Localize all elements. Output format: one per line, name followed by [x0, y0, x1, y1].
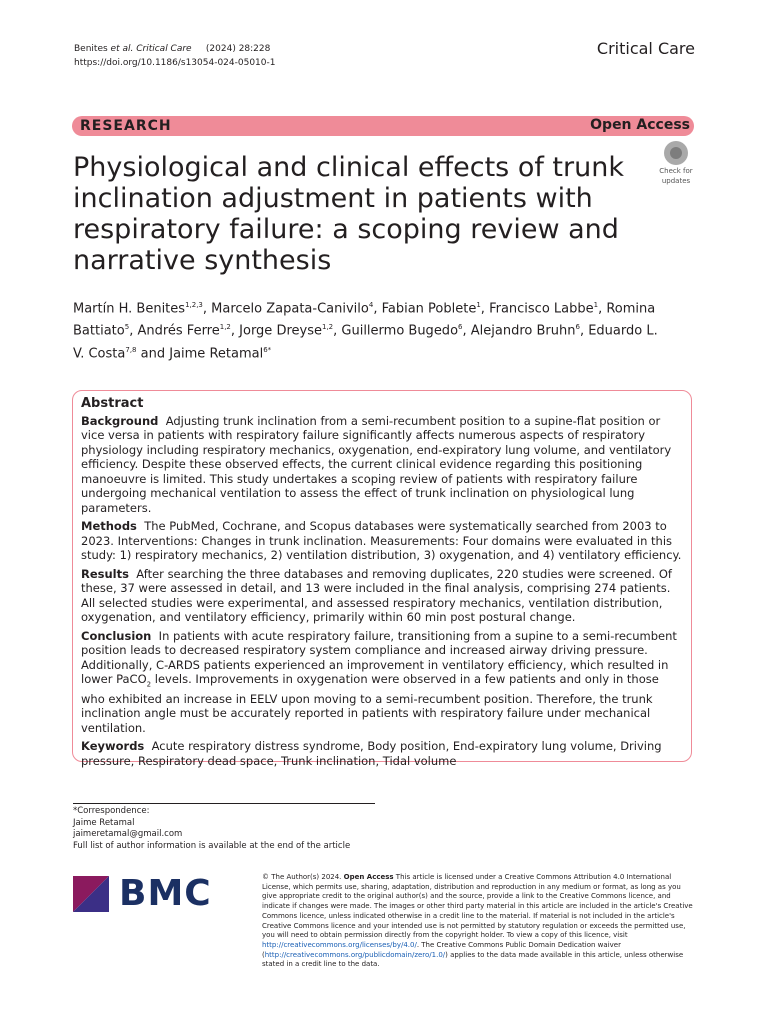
license-copyright: © The Author(s) 2024. [262, 873, 344, 881]
author-affiliation: 5 [124, 323, 130, 332]
author-separator: , [373, 301, 382, 317]
license-body-3: ) applies to the data made available in this article, unless otherwise stated in a credit line to the data. [262, 950, 684, 969]
author-name[interactable]: Jaime Retamal [169, 345, 264, 361]
author-affiliation: 1,2,3 [185, 301, 203, 309]
check-updates-line2: updates [661, 177, 691, 185]
footnote-divider [73, 803, 375, 804]
author-affiliation: 1,2 [219, 323, 231, 332]
correspondence-name: Jaime Retamal [73, 817, 135, 828]
methods-label: Methods [81, 519, 137, 533]
author-affiliation: 7,8 [125, 345, 137, 354]
license-link-cc-by[interactable]: http://creativecommons.org/licenses/by/4.0/ [262, 940, 417, 949]
author-name[interactable]: Andrés Ferre [137, 323, 220, 339]
open-access-label: Open Access [590, 117, 690, 133]
author-affiliation: 1 [476, 301, 481, 309]
author-name[interactable]: Alejandro Bruhn [470, 323, 576, 339]
author-name[interactable]: Martín H. Benites [73, 301, 186, 317]
keywords-text: Acute respiratory distress syndrome, Body position, End-expiratory lung volume, Driving pressure, Respiratory dead space, Trunk inclination, Tidal volume [81, 739, 662, 768]
correspondence-email[interactable]: jaimeretamal@gmail.com [73, 829, 183, 839]
doi-link[interactable]: https://doi.org/10.1186/s13054-024-05010-1 [74, 58, 276, 68]
conclusion-subscript: 2 [146, 680, 152, 689]
author-name[interactable]: Marcelo Zapata-Canivilo [211, 301, 369, 317]
abstract-heading: Abstract [81, 396, 144, 411]
abstract-methods [81, 519, 683, 563]
author-separator: , [202, 301, 212, 317]
citation-journal: et al. Critical Care [110, 44, 192, 54]
author-separator: , [480, 301, 490, 317]
check-updates-icon [664, 141, 688, 165]
author-name[interactable]: Guillermo Bugedo [341, 323, 459, 339]
author-affiliation: 6* [263, 345, 272, 354]
author-name[interactable]: Eduardo L. V. Costa [73, 323, 658, 361]
citation-header [74, 42, 275, 70]
author-affiliation: 4 [368, 301, 374, 309]
correspondence-note [73, 806, 350, 852]
abstract-conclusion [81, 629, 683, 736]
conclusion-text-b: levels. Improvements in oxygenation were observed in a few patients and only in those who exhibited an increase in EELV upon moving to a semi-recumbent position. Therefore, the trunk inclination angle must be accurately reported in patients with respiratory failure under mechanical ventilation. [81, 672, 659, 735]
author-separator: , [333, 323, 342, 339]
author-separator: , [230, 323, 240, 339]
author-affiliation: 6 [575, 323, 580, 332]
conclusion-text-a: In patients with acute respiratory failure, transitioning from a supine to a semi-recumbent position leads to decreased respiratory system compliance and increased airway driving pressure. Additionally, C-ARDS patients experienced an improvement in ventilatory efficiency, which resulted in lower PaCO [81, 628, 677, 686]
section-label: RESEARCH [80, 118, 172, 134]
citation-volume: (2024) 28:228 [205, 44, 271, 54]
author-list [73, 296, 673, 363]
abstract-keywords [81, 739, 683, 768]
author-name[interactable]: Fabian Poblete [381, 301, 477, 317]
correspondence-label: *Correspondence: [73, 806, 150, 816]
citation-author: Benites [74, 44, 111, 54]
license-body-2: . The Creative Commons Public Domain Dedication waiver ( [262, 940, 621, 959]
background-text: Adjusting trunk inclination from a semi-recumbent position to a supine-flat position or vice versa in patients with respiratory failure significantly affects numerous aspects of respiratory physiology including respiratory mechanics, oxygenation, end-expiratory lung volume, and ventilatory efficiency. Despite these observed effects, the current clinical evidence regarding this positioning manoeuvre is limited. This study undertakes a scoping review of patients with respiratory failure undergoing mechanical ventilation to assess the effect of trunk inclination on physiological lung parameters. [81, 413, 672, 515]
article-title: Physiological and clinical effects of trunk inclination adjustment in patients with respiratory failure: a scoping review and narrative synthesis [73, 152, 624, 276]
methods-text: The PubMed, Cochrane, and Scopus databases were systematically searched from 2003 to 2023. Interventions: Changes in trunk inclination. Measurements: Four domains were evaluated in this study: 1) respiratory mechanics, 2) ventilation distribution, 3) oxygenation, and 4) ventilatory efficiency. [81, 519, 682, 562]
author-affiliation: 1 [593, 301, 599, 309]
author-separator: , [129, 323, 138, 339]
author-name[interactable]: Romina Battiato [73, 301, 656, 339]
bmc-logo-icon [73, 876, 109, 912]
author-info-note: Full list of author information is available at the end of the article [73, 840, 351, 851]
results-label: Results [81, 566, 129, 581]
license-body: This article is licensed under a Creative Commons Attribution 4.0 International License, which permits use, sharing, adaptation, distribution and reproduction in any medium or format, as long as you give appropriate credit to the original author(s) and the source, provide a link to the Creative Commons licence, and indicate if changes were made. The images or other third party material in this article are included in the article's Creative Commons licence, unless indicated otherwise in a credit line to the material. If material is not included in the article's Creative Commons licence and your intended use is not permitted by statutory regulation or exceeds the permitted use, you will need to obtain permission directly from the copyright holder. To view a copy of this licence, visit [262, 873, 693, 940]
license-text [262, 873, 696, 970]
license-open-access: Open Access [343, 873, 394, 881]
author-separator: , [462, 323, 471, 339]
conclusion-label: Conclusion [81, 628, 152, 643]
abstract-background [81, 414, 683, 516]
author-name[interactable]: Jorge Dreyse [239, 323, 322, 339]
author-affiliation: 1,2 [321, 323, 334, 332]
check-updates-line1: Check for [659, 167, 693, 175]
abstract-results [81, 567, 683, 625]
background-label: Background [81, 413, 159, 428]
keywords-label: Keywords [81, 739, 145, 754]
bmc-logo [73, 873, 213, 916]
author-separator: and [136, 345, 170, 361]
check-for-updates-button[interactable] [656, 141, 696, 185]
license-link-cc0[interactable]: http://creativecommons.org/publicdomain/zero/1.0/ [264, 950, 446, 959]
author-separator: , [579, 323, 589, 339]
abstract-box [72, 390, 692, 768]
author-separator: , [598, 301, 607, 317]
bmc-logo-text: BMC [119, 873, 212, 914]
author-name[interactable]: Francisco Labbe [489, 301, 594, 317]
author-affiliation: 6 [458, 323, 463, 332]
journal-name: Critical Care [596, 39, 695, 58]
results-text: After searching the three databases and removing duplicates, 220 studies were screened. Of these, 37 were assessed in detail, and 13 were included in the final analysis, comprising 274 patients. All selected studies were experimental, and assessed respiratory mechanics, ventilation distribution, oxygenation, and ventilatory efficiency, primarily within 60 min post postural change. [81, 566, 672, 624]
